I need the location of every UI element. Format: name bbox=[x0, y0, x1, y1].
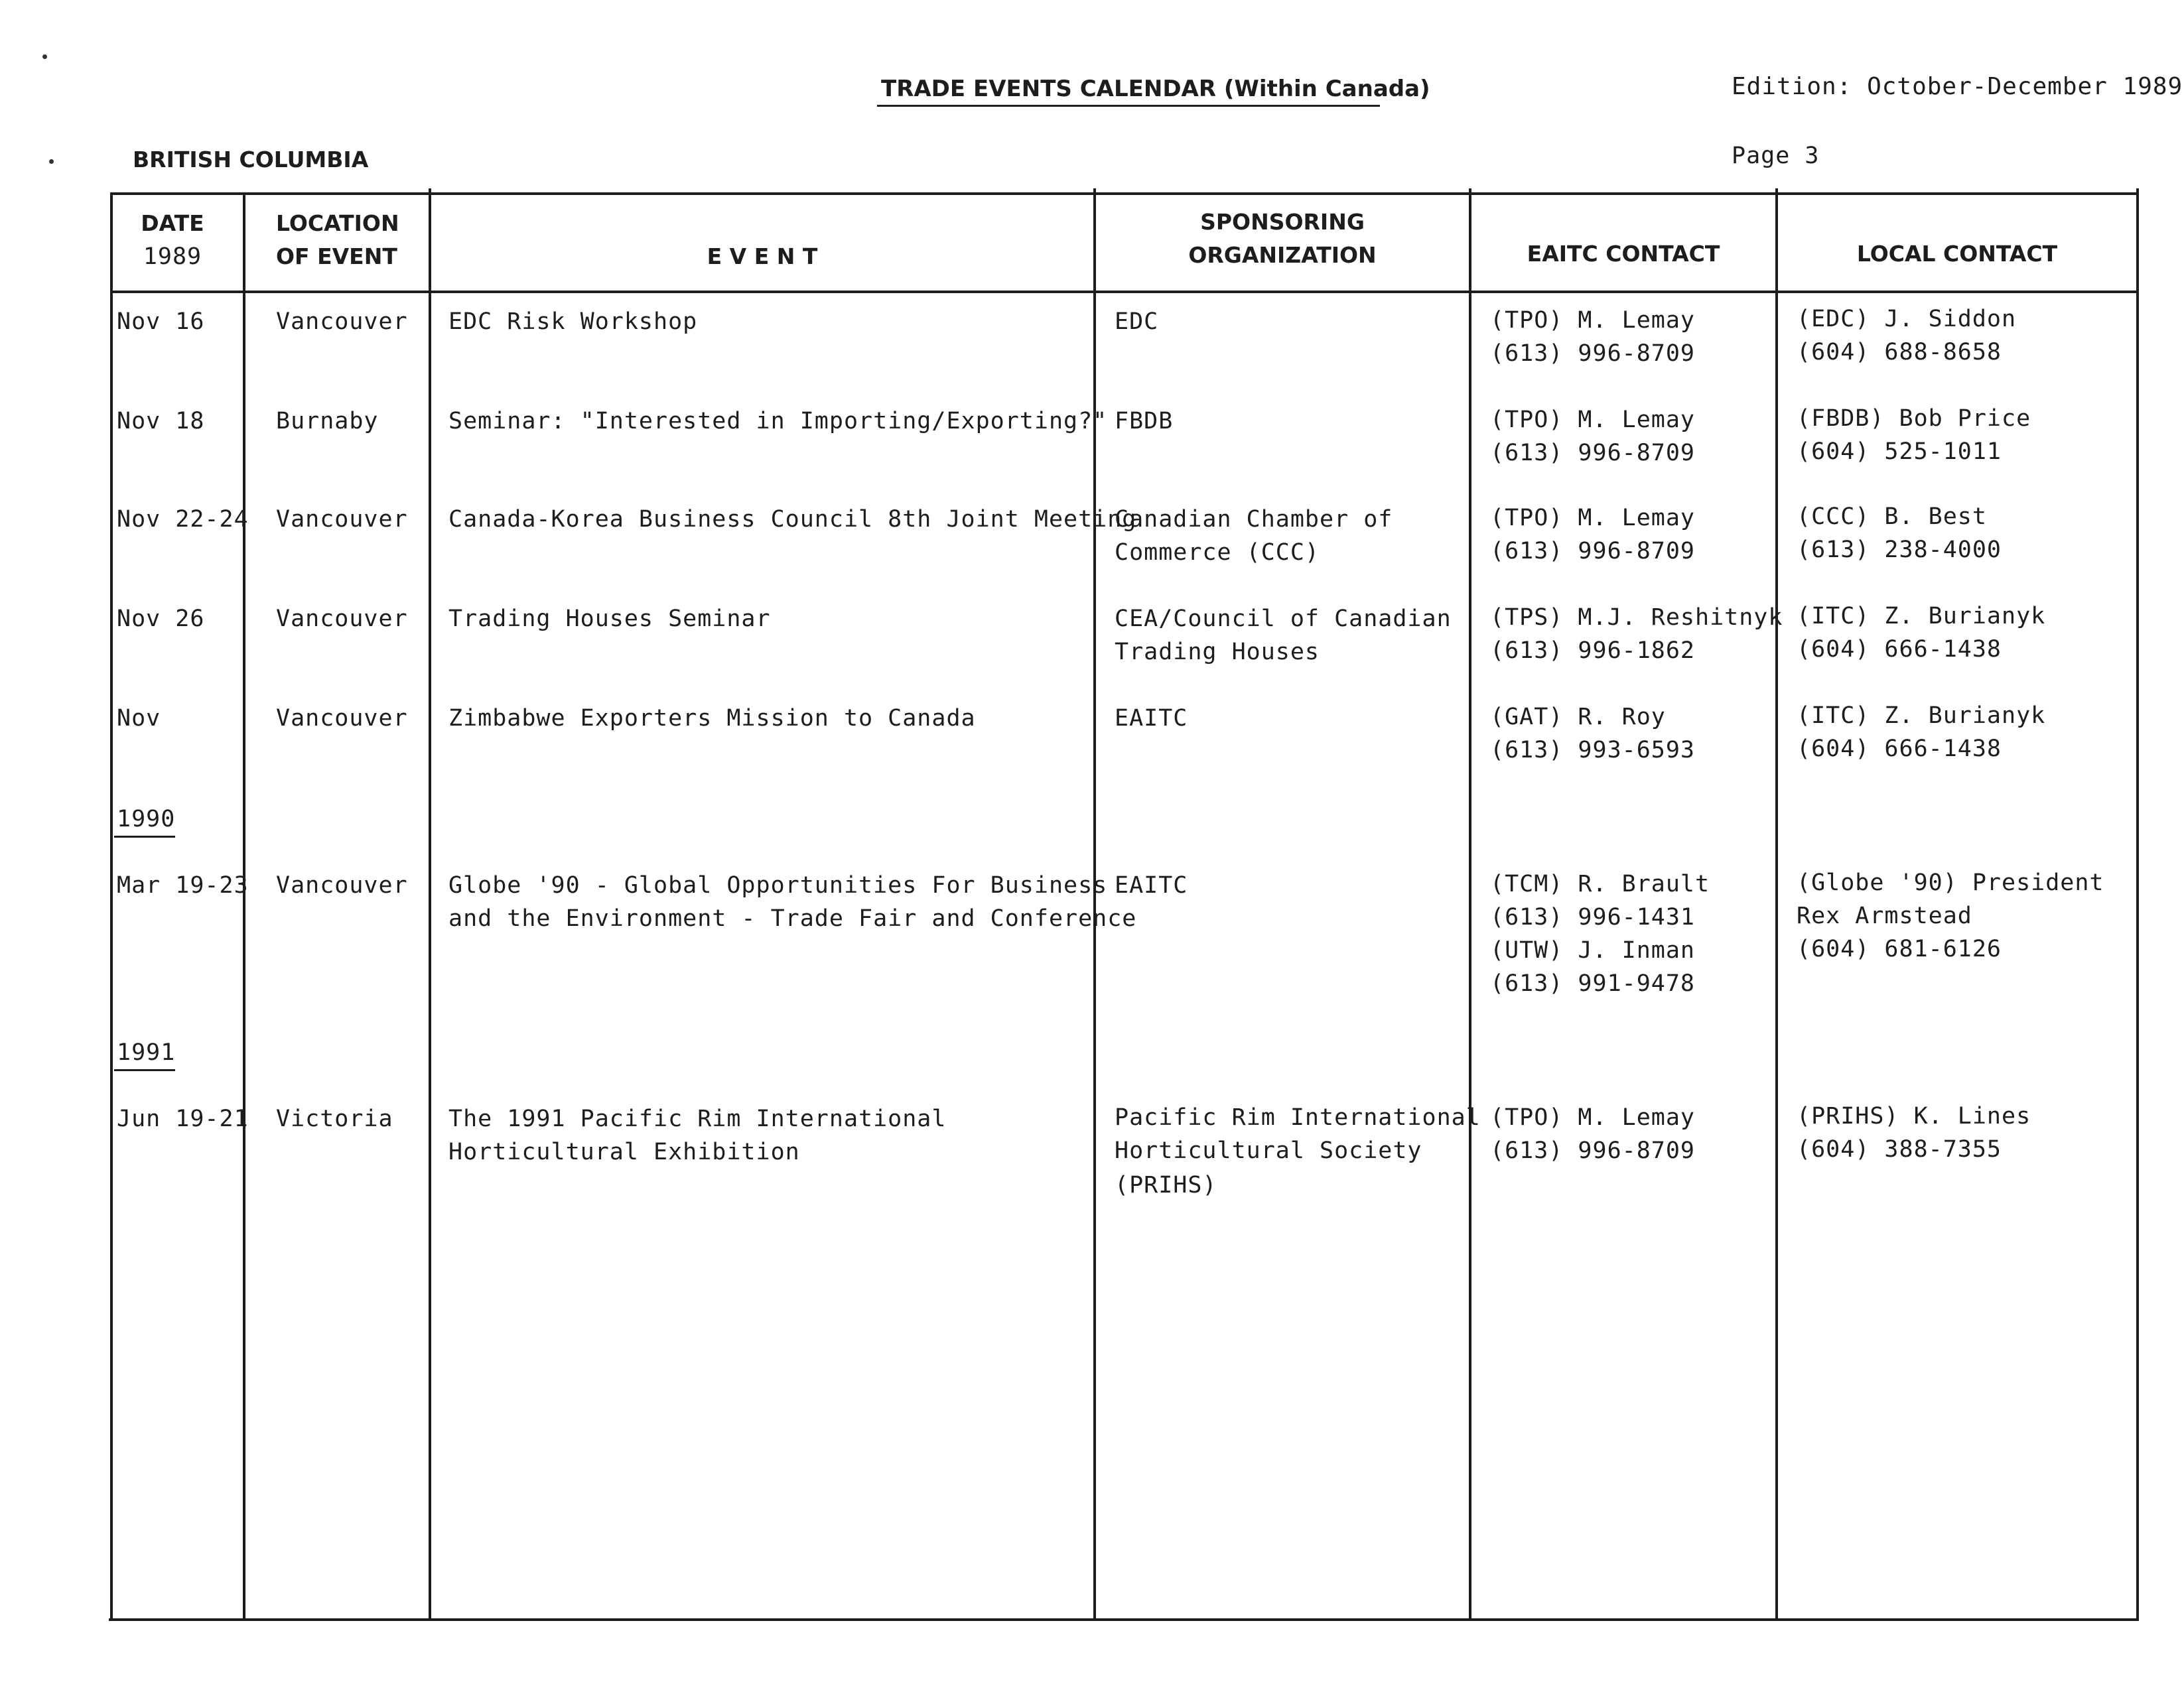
column-header-location-line2: OF EVENT bbox=[276, 243, 397, 269]
local-contact: (FBDB) Bob Price bbox=[1797, 405, 2031, 432]
column-rule bbox=[1469, 188, 1471, 1621]
column-header-eaitc-contact: EAITC CONTACT bbox=[1527, 241, 1720, 267]
year-underline bbox=[114, 1069, 175, 1071]
local-contact: (613) 238-4000 bbox=[1797, 537, 2002, 563]
column-header-sponsor-line2: ORGANIZATION bbox=[1188, 242, 1377, 268]
event-date: Nov 18 bbox=[117, 408, 205, 434]
local-contact: (CCC) B. Best bbox=[1797, 503, 1987, 530]
year-heading: 1990 bbox=[117, 806, 176, 832]
sponsor-org: FBDB bbox=[1115, 408, 1174, 434]
eaitc-contact: (UTW) J. Inman bbox=[1490, 937, 1696, 964]
event-date: Nov 16 bbox=[117, 308, 205, 335]
column-rule bbox=[110, 192, 113, 1621]
page-number: Page 3 bbox=[1732, 143, 1820, 169]
scan-mark bbox=[42, 54, 47, 59]
local-contact: (604) 525-1011 bbox=[1797, 438, 2002, 465]
event-location: Vancouver bbox=[276, 705, 408, 732]
event-title: Zimbabwe Exporters Mission to Canada bbox=[448, 705, 976, 732]
eaitc-contact: (TPS) M.J. Reshitnyk bbox=[1490, 604, 1783, 631]
column-header-event: E V E N T bbox=[707, 243, 818, 269]
sponsor-org: Commerce (CCC) bbox=[1115, 539, 1320, 566]
eaitc-contact: (613) 996-8709 bbox=[1490, 1137, 1696, 1164]
column-header-location: LOCATION bbox=[276, 210, 399, 236]
column-header-date-year: 1989 bbox=[143, 243, 202, 270]
event-date: Nov 26 bbox=[117, 606, 205, 632]
local-contact: (Globe '90) President bbox=[1797, 870, 2104, 896]
eaitc-contact: (GAT) R. Roy bbox=[1490, 704, 1666, 730]
sponsor-org: Trading Houses bbox=[1115, 639, 1320, 665]
table-header-rule bbox=[111, 291, 2139, 293]
local-contact: (ITC) Z. Burianyk bbox=[1797, 702, 2046, 729]
eaitc-contact: (613) 993-6593 bbox=[1490, 737, 1696, 763]
event-date: Nov bbox=[117, 705, 161, 732]
event-title: Canada-Korea Business Council 8th Joint Meeting bbox=[448, 506, 1137, 533]
event-date: Mar 19-23 bbox=[117, 872, 249, 899]
sponsor-org: Pacific Rim International bbox=[1115, 1104, 1481, 1131]
page-title: TRADE EVENTS CALENDAR (Within Canada) bbox=[881, 76, 1430, 102]
event-location: Victoria bbox=[276, 1106, 393, 1132]
event-date: Nov 22-24 bbox=[117, 506, 249, 533]
eaitc-contact: (TCM) R. Brault bbox=[1490, 871, 1710, 897]
local-contact: (604) 388-7355 bbox=[1797, 1136, 2002, 1163]
column-rule bbox=[429, 188, 431, 1621]
table-top-border bbox=[111, 192, 2139, 195]
table-bottom-border bbox=[109, 1618, 2139, 1621]
year-heading: 1991 bbox=[117, 1039, 176, 1066]
eaitc-contact: (613) 996-8709 bbox=[1490, 440, 1696, 466]
edition-label: Edition: October-December 1989 bbox=[1732, 73, 2183, 100]
event-title: The 1991 Pacific Rim International bbox=[448, 1106, 947, 1132]
sponsor-org: EDC bbox=[1115, 308, 1159, 335]
column-header-date: DATE bbox=[141, 210, 204, 236]
event-location: Vancouver bbox=[276, 872, 408, 899]
event-location: Vancouver bbox=[276, 308, 408, 335]
local-contact: (604) 666-1438 bbox=[1797, 736, 2002, 762]
local-contact: (PRIHS) K. Lines bbox=[1797, 1103, 2031, 1130]
event-location: Vancouver bbox=[276, 606, 408, 632]
event-date: Jun 19-21 bbox=[117, 1106, 249, 1132]
event-title: Horticultural Exhibition bbox=[448, 1139, 800, 1165]
title-underline bbox=[877, 105, 1380, 107]
sponsor-org: (PRIHS) bbox=[1115, 1172, 1217, 1198]
year-underline bbox=[114, 836, 175, 838]
event-location: Vancouver bbox=[276, 506, 408, 533]
eaitc-contact: (TPO) M. Lemay bbox=[1490, 1104, 1696, 1131]
event-title: EDC Risk Workshop bbox=[448, 308, 698, 335]
event-title: Trading Houses Seminar bbox=[448, 606, 771, 632]
local-contact: (EDC) J. Siddon bbox=[1797, 306, 2017, 332]
event-title: Globe '90 - Global Opportunities For Business bbox=[448, 872, 1108, 899]
local-contact: Rex Armstead bbox=[1797, 903, 1972, 929]
event-title: and the Environment - Trade Fair and Conference bbox=[448, 905, 1137, 932]
column-rule bbox=[243, 192, 245, 1621]
sponsor-org: CEA/Council of Canadian bbox=[1115, 606, 1452, 632]
column-rule bbox=[2136, 188, 2139, 1621]
sponsor-org: Canadian Chamber of bbox=[1115, 506, 1393, 533]
column-rule bbox=[1775, 188, 1778, 1621]
sponsor-org: EAITC bbox=[1115, 872, 1188, 899]
scan-mark bbox=[49, 159, 54, 164]
eaitc-contact: (613) 996-1431 bbox=[1490, 904, 1696, 931]
eaitc-contact: (TPO) M. Lemay bbox=[1490, 505, 1696, 531]
sponsor-org: Horticultural Society bbox=[1115, 1137, 1422, 1164]
local-contact: (604) 681-6126 bbox=[1797, 936, 2002, 962]
local-contact: (604) 666-1438 bbox=[1797, 636, 2002, 663]
eaitc-contact: (613) 996-8709 bbox=[1490, 538, 1696, 564]
eaitc-contact: (TPO) M. Lemay bbox=[1490, 407, 1696, 433]
eaitc-contact: (613) 996-8709 bbox=[1490, 340, 1696, 367]
event-title: Seminar: "Interested in Importing/Exporting?" bbox=[448, 408, 1108, 434]
region-heading: BRITISH COLUMBIA bbox=[133, 147, 369, 172]
column-header-local-contact: LOCAL CONTACT bbox=[1856, 241, 2058, 267]
eaitc-contact: (TPO) M. Lemay bbox=[1490, 307, 1696, 334]
eaitc-contact: (613) 991-9478 bbox=[1490, 970, 1696, 997]
eaitc-contact: (613) 996-1862 bbox=[1490, 637, 1696, 664]
sponsor-org: EAITC bbox=[1115, 705, 1188, 732]
local-contact: (ITC) Z. Burianyk bbox=[1797, 603, 2046, 629]
event-location: Burnaby bbox=[276, 408, 379, 434]
local-contact: (604) 688-8658 bbox=[1797, 339, 2002, 365]
column-header-sponsor: SPONSORING bbox=[1200, 209, 1365, 235]
